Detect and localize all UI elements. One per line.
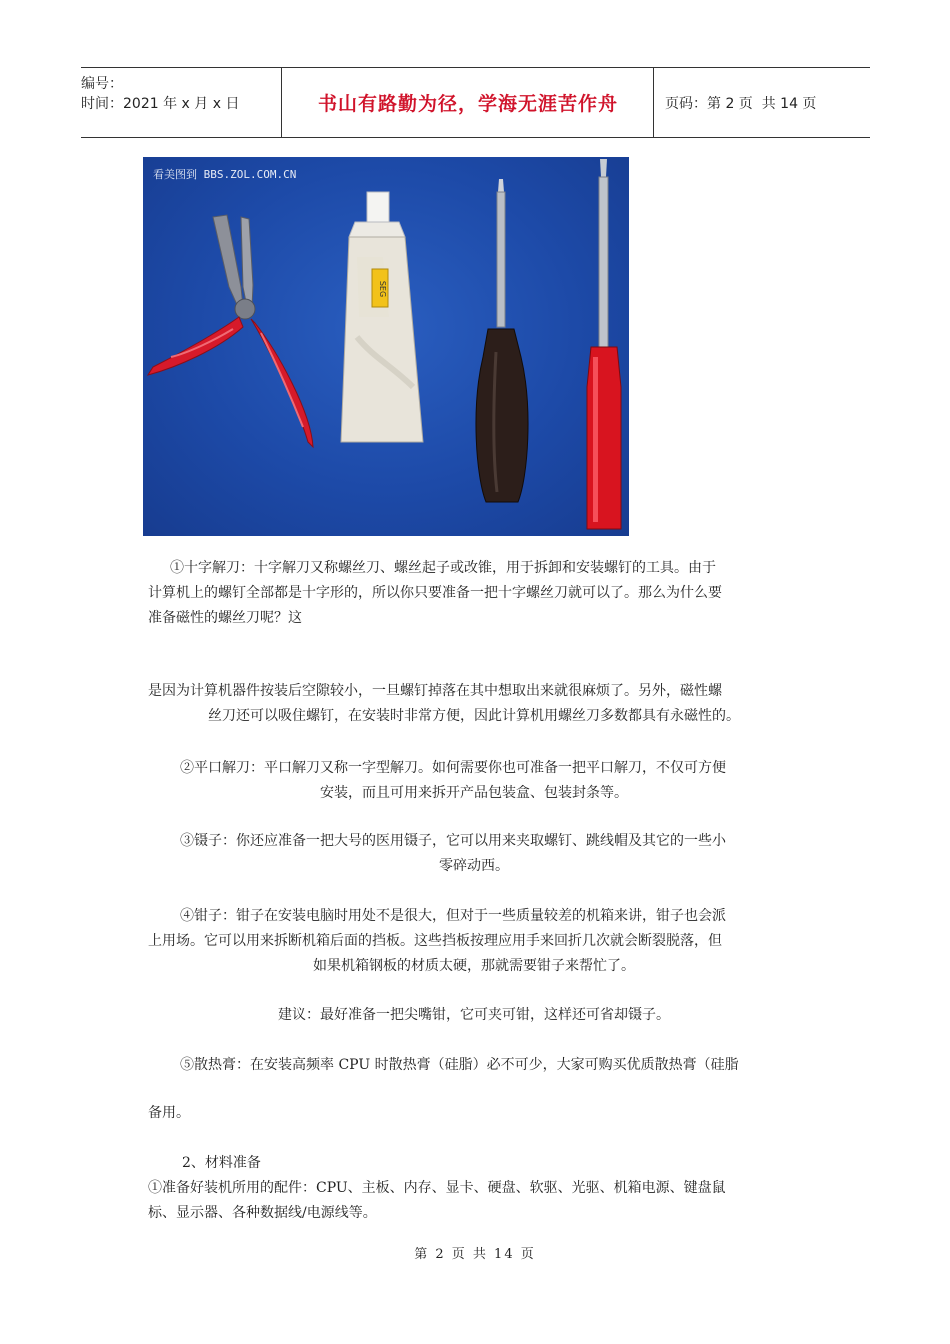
para-4-line-1: ③镊子：你还应准备一把大号的医用镊子，它可以用来夹取螺钉、跳线帽及其它的一些小 (180, 833, 726, 849)
flat-screwdriver-image (587, 159, 621, 529)
header-meta-cell (81, 68, 282, 137)
tools-illustration (143, 157, 629, 536)
para-8-line-2: 标、显示器、各种数据线/电源线等。 (148, 1205, 377, 1221)
para-3-line-2: 安装，而且可用来拆开产品包装盒、包装封条等。 (320, 785, 628, 801)
tube-label: SEG (378, 280, 387, 298)
para-4-line-2: 零碎动西。 (439, 858, 509, 874)
para-2-line-1: 是因为计算机器件按装后空隙较小，一旦螺钉掉落在其中想取出来就很麻烦了。另外，磁性螺 (148, 683, 722, 699)
section-heading: 2、材料准备 (182, 1155, 261, 1171)
para-5-line-2: 上用场。它可以用来拆断机箱后面的挡板。这些挡板按理应用手来回折几次就会断裂脱落，但 (148, 933, 722, 949)
page-header (81, 67, 870, 138)
para-5-line-1: ④钳子：钳子在安装电脑时用处不是很大，但对于一些质量较差的机箱来讲，钳子也会派 (180, 908, 726, 924)
page-info: 页码：第 2 页 共 14 页 (665, 95, 817, 112)
phillips-screwdriver-image (476, 179, 528, 502)
time-label: 时间：2021 年 x 月 x 日 (81, 96, 240, 112)
para-7-line-2: 备用。 (148, 1105, 190, 1121)
thermal-paste-tube-image (341, 192, 423, 442)
pliers-image (148, 215, 313, 447)
para-5-line-3: 如果机箱钢板的材质太硬，那就需要钳子来帮忙了。 (313, 958, 635, 974)
para-3-line-1: ②平口解刀：平口解刀又称一字型解刀。如何需要你也可准备一把平口解刀，不仅可方便 (180, 760, 726, 776)
para-2-line-2: 丝刀还可以吸住螺钉，在安装时非常方便，因此计算机用螺丝刀多数都具有永磁性的。 (208, 708, 740, 724)
suggestion: 建议：最好准备一把尖嘴钳，它可夹可钳，这样还可省却镊子。 (278, 1007, 670, 1023)
para-7-line-1: ⑤散热膏：在安装高频率 CPU 时散热膏（硅脂）必不可少，大家可购买优质散热膏（硅脂 (180, 1057, 739, 1073)
para-8-line-1: ①准备好装机所用的配件：CPU、主板、内存、显卡、硬盘、软驱、光驱、机箱电源、键盘鼠 (148, 1180, 726, 1196)
page-footer: 第 2 页 共 14 页 (414, 1247, 536, 1262)
motto: 书山有路勤为径，学海无涯苦作舟 (283, 68, 654, 137)
number-label: 编号： (81, 76, 123, 92)
tools-photo (143, 157, 629, 536)
header-page-cell (665, 68, 870, 137)
para-1-line-3: 准备磁性的螺丝刀呢？这 (148, 610, 302, 626)
para-1-line-2: 计算机上的螺钉全部都是十字形的，所以你只要准备一把十字螺丝刀就可以了。那么为什么要 (148, 585, 722, 601)
para-1-line-1: ①十字解刀：十字解刀又称螺丝刀、螺丝起子或改锥，用于拆卸和安装螺钉的工具。由于 (170, 560, 716, 576)
photo-watermark: 看美图到 BBS.ZOL.COM.CN (153, 168, 297, 181)
